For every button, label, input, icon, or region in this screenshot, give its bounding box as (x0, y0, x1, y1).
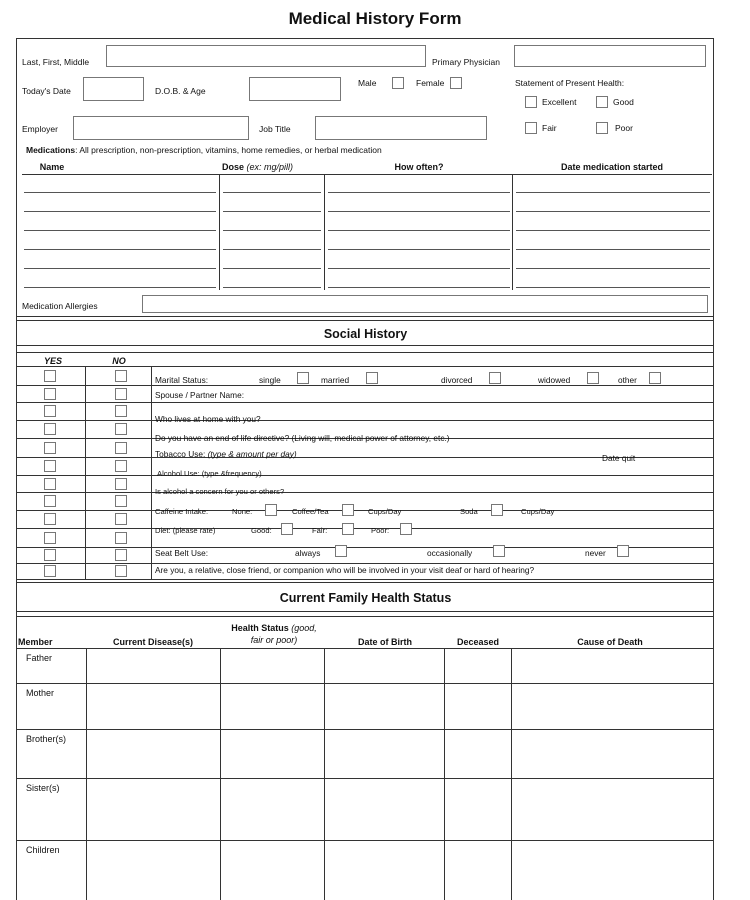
med-entry-line-r3-c3[interactable] (328, 230, 510, 231)
yes-header: YES (43, 356, 62, 366)
health-excellent-checkbox[interactable] (525, 96, 537, 108)
fam-divider-3 (324, 648, 325, 900)
health-fair-checkbox[interactable] (525, 122, 537, 134)
social-row-rule-7 (17, 475, 714, 476)
caffeine-none-label: None: (232, 507, 253, 516)
fam-divider-5 (511, 648, 512, 900)
todays-date-field[interactable] (83, 77, 144, 101)
health-poor-label: Poor (615, 123, 633, 133)
employer-field[interactable] (73, 116, 249, 140)
fam-col-member: Member (18, 637, 53, 647)
family-row-rule-2 (17, 729, 714, 730)
marital-other-label: other (618, 375, 637, 385)
marital-married-label: married (321, 375, 350, 385)
med-entry-line-r4-c3[interactable] (328, 249, 510, 250)
diet-fair-label: Fair: (312, 526, 328, 535)
health-excellent-label: Excellent (542, 97, 577, 107)
family-rule-3 (17, 616, 714, 617)
social-yes-checkbox-12[interactable] (44, 565, 56, 577)
med-col-divider-2 (324, 174, 325, 290)
med-entry-line-r3-c2[interactable] (223, 230, 321, 231)
med-col-divider-3 (512, 174, 513, 290)
social-yes-checkbox-1[interactable] (44, 370, 56, 382)
caffeine-row (155, 507, 710, 516)
family-header-rule (17, 648, 714, 649)
tobacco-label: Tobacco Use: (155, 449, 206, 459)
fam-col-health (220, 622, 328, 646)
alcohol-label: Alcohol Use: (type &frequency) (157, 469, 262, 478)
social-row-rule-4 (17, 420, 714, 421)
social-rule-4 (17, 352, 714, 353)
fam-col-health-hint-2: fair or poor) (250, 635, 298, 645)
health-good-checkbox[interactable] (596, 96, 608, 108)
med-entry-line-r3-c1[interactable] (24, 230, 216, 231)
tobacco-row (155, 449, 297, 459)
fam-col-health-hint-1: (good, (288, 623, 317, 633)
marital-divorced-checkbox[interactable] (489, 372, 501, 384)
social-no-checkbox-6[interactable] (115, 460, 127, 472)
marital-status-row (155, 375, 710, 385)
social-row-rule-3 (17, 402, 714, 403)
fam-divider-4 (444, 648, 445, 900)
medications-heading (26, 145, 382, 155)
diet-poor-label: Poor: (371, 526, 390, 535)
tobacco-hint: (type & amount per day) (207, 449, 297, 459)
deaf-label: Are you, a relative, close friend, or companion who will be involved in your visit deaf or hard of hearing? (155, 565, 535, 575)
seatbelt-row (155, 548, 710, 558)
marital-status-label: Marital Status: (155, 375, 209, 385)
social-yes-checkbox-8[interactable] (44, 495, 56, 507)
allergies-field[interactable] (142, 295, 708, 313)
med-entry-line-r2-c3[interactable] (328, 211, 510, 212)
social-yes-checkbox-2[interactable] (44, 388, 56, 400)
seatbelt-label: Seat Belt Use: (155, 548, 209, 558)
caffeine-coffee-checkbox[interactable] (342, 504, 354, 516)
diet-good-checkbox[interactable] (281, 523, 293, 535)
medications-heading-bold: Medications (26, 145, 76, 155)
diet-row (155, 526, 710, 535)
allergies-label: Medication Allergies (22, 301, 98, 311)
social-yes-checkbox-9[interactable] (44, 513, 56, 525)
physician-label: Primary Physician (432, 57, 501, 67)
dob-age-field[interactable] (249, 77, 341, 101)
social-yes-checkbox-6[interactable] (44, 460, 56, 472)
caffeine-cups-label-1: Cups/Day (368, 507, 402, 516)
directive-label: Do you have an end of life directive? (Living will, medical power of attorney, etc.) (155, 433, 450, 443)
health-poor-checkbox[interactable] (596, 122, 608, 134)
med-col-often: How often? (394, 162, 444, 172)
seatbelt-occasionally-label: occasionally (427, 548, 473, 558)
male-checkbox[interactable] (392, 77, 404, 89)
marital-single-checkbox[interactable] (297, 372, 309, 384)
social-yes-checkbox-10[interactable] (44, 532, 56, 544)
seatbelt-never-checkbox[interactable] (617, 545, 629, 557)
marital-widowed-checkbox[interactable] (587, 372, 599, 384)
caffeine-none-checkbox[interactable] (265, 504, 277, 516)
diet-poor-checkbox[interactable] (400, 523, 412, 535)
med-entry-line-r1-c1[interactable] (24, 192, 216, 193)
med-entry-line-r6-c3[interactable] (328, 287, 510, 288)
fam-divider-2 (220, 648, 221, 900)
diet-fair-checkbox[interactable] (342, 523, 354, 535)
med-header-rule (22, 174, 712, 175)
med-col-dose-hint: (ex: mg/pill) (244, 162, 294, 172)
med-entry-line-r5-c2[interactable] (223, 268, 321, 269)
family-member-mother: Mother (26, 688, 55, 698)
social-history-title: Social History (323, 327, 408, 341)
social-row-rule-13 (17, 579, 714, 580)
date-quit-label: Date quit (602, 453, 636, 463)
family-rule-1 (17, 582, 714, 583)
family-rule-2 (17, 611, 714, 612)
med-col-dose (222, 162, 322, 172)
social-rule-2 (17, 320, 714, 321)
family-row-rule-1 (17, 683, 714, 684)
form-title: Medical History Form (288, 9, 462, 28)
marital-other-checkbox[interactable] (649, 372, 661, 384)
lives-home-label: Who lives at home with you? (155, 414, 261, 424)
social-row-rule-12 (17, 563, 714, 564)
social-no-checkbox-10[interactable] (115, 532, 127, 544)
med-entry-line-r6-c1[interactable] (24, 287, 216, 288)
med-entry-line-r2-c4[interactable] (516, 211, 710, 212)
med-entry-line-r1-c4[interactable] (516, 192, 710, 193)
family-member-children: Children (26, 845, 60, 855)
fam-col-health-bold: Health Status (231, 623, 289, 633)
marital-married-checkbox[interactable] (366, 372, 378, 384)
spouse-label: Spouse / Partner Name: (155, 390, 245, 400)
employer-label: Employer (22, 124, 58, 134)
family-row-rule-4 (17, 840, 714, 841)
caffeine-cups-label-2: Cups/Day (521, 507, 555, 516)
health-good-label: Good (613, 97, 634, 107)
marital-divorced-label: divorced (441, 375, 473, 385)
med-entry-line-r5-c3[interactable] (328, 268, 510, 269)
social-yes-checkbox-5[interactable] (44, 442, 56, 454)
physician-field[interactable] (514, 45, 706, 67)
social-no-checkbox-1[interactable] (115, 370, 127, 382)
social-rule-1 (17, 316, 714, 317)
fam-col-dob: Date of Birth (358, 637, 412, 647)
fam-col-cause: Cause of Death (577, 637, 643, 647)
fam-col-disease: Current Disease(s) (112, 637, 194, 647)
health-statement-label: Statement of Present Health: (515, 78, 625, 88)
med-entry-line-r1-c2[interactable] (223, 192, 321, 193)
med-entry-line-r6-c4[interactable] (516, 287, 710, 288)
social-rule-3 (17, 345, 714, 346)
social-yes-checkbox-3[interactable] (44, 405, 56, 417)
med-entry-line-r4-c2[interactable] (223, 249, 321, 250)
fam-col-deceased: Deceased (456, 637, 500, 647)
name-label: Last, First, Middle (22, 57, 90, 67)
seatbelt-occasionally-checkbox[interactable] (493, 545, 505, 557)
caffeine-label: Caffeine Intake: (155, 507, 209, 516)
social-yes-checkbox-11[interactable] (44, 549, 56, 561)
social-row-rule-1 (17, 366, 714, 367)
med-entry-line-r2-c2[interactable] (223, 211, 321, 212)
med-col-started: Date medication started (560, 162, 664, 172)
family-member-brothers: Brother(s) (26, 734, 67, 744)
social-row-rule-8 (17, 492, 714, 493)
marital-single-label: single (259, 375, 281, 385)
social-no-checkbox-9[interactable] (115, 513, 127, 525)
seatbelt-always-checkbox[interactable] (335, 545, 347, 557)
med-entry-line-r3-c4[interactable] (516, 230, 710, 231)
seatbelt-never-label: never (585, 548, 606, 558)
todays-date-label: Today's Date (22, 86, 71, 96)
medications-heading-text: : All prescription, non-prescription, vitamins, home remedies, or herbal medication (75, 145, 382, 155)
no-header: NO (112, 356, 126, 366)
social-yes-checkbox-7[interactable] (44, 478, 56, 490)
med-entry-line-r4-c1[interactable] (24, 249, 216, 250)
med-col-divider-1 (219, 174, 220, 290)
diet-label: Diet: (please rate) (155, 526, 216, 535)
job-title-field[interactable] (315, 116, 487, 140)
med-entry-line-r4-c4[interactable] (516, 249, 710, 250)
family-member-father: Father (26, 653, 53, 663)
med-entry-line-r1-c3[interactable] (328, 192, 510, 193)
male-label: Male (358, 78, 377, 88)
caffeine-soda-label: Soda (460, 507, 478, 516)
med-entry-line-r5-c1[interactable] (24, 268, 216, 269)
social-no-checkbox-2[interactable] (115, 388, 127, 400)
social-no-checkbox-4[interactable] (115, 423, 127, 435)
fam-divider-1 (86, 648, 87, 900)
social-no-checkbox-8[interactable] (115, 495, 127, 507)
health-fair-label: Fair (542, 123, 557, 133)
family-health-title: Current Family Health Status (279, 591, 452, 605)
social-no-checkbox-5[interactable] (115, 442, 127, 454)
job-title-label: Job Title (259, 124, 291, 134)
social-no-checkbox-11[interactable] (115, 549, 127, 561)
caffeine-soda-checkbox[interactable] (491, 504, 503, 516)
med-entry-line-r5-c4[interactable] (516, 268, 710, 269)
family-row-rule-3 (17, 778, 714, 779)
social-yes-checkbox-4[interactable] (44, 423, 56, 435)
med-col-dose-label: Dose (222, 162, 245, 172)
dob-age-label: D.O.B. & Age (155, 86, 206, 96)
social-row-rule-2 (17, 385, 714, 386)
female-label: Female (416, 78, 445, 88)
social-no-checkbox-12[interactable] (115, 565, 127, 577)
seatbelt-always-label: always (295, 548, 321, 558)
med-entry-line-r6-c2[interactable] (223, 287, 321, 288)
alcohol-concern-label: Is alcohol a concern for you or others? (155, 487, 285, 496)
marital-widowed-label: widowed (538, 375, 571, 385)
med-entry-line-r2-c1[interactable] (24, 211, 216, 212)
social-no-checkbox-7[interactable] (115, 478, 127, 490)
family-member-sisters: Sister(s) (26, 783, 60, 793)
social-no-checkbox-3[interactable] (115, 405, 127, 417)
name-field[interactable] (106, 45, 426, 67)
med-col-name: Name (39, 162, 65, 172)
caffeine-coffee-label: Coffee/Tea (292, 507, 329, 516)
diet-good-label: Good: (251, 526, 272, 535)
female-checkbox[interactable] (450, 77, 462, 89)
